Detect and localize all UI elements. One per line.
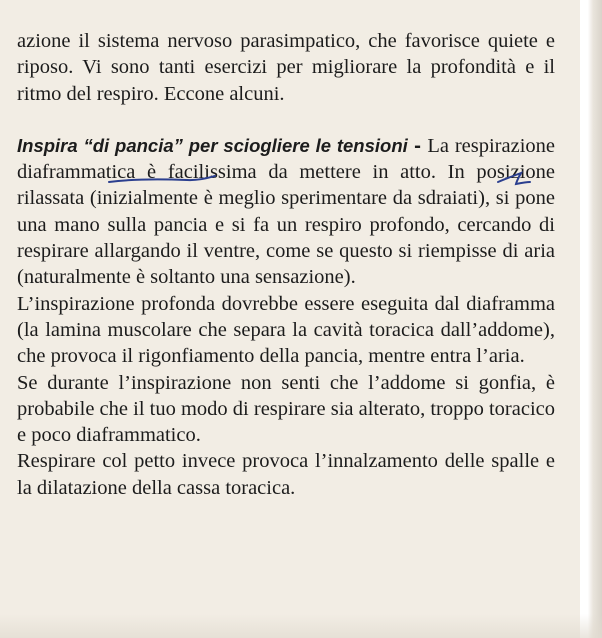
section-heading: Inspira “di pancia” per sciogliere le tensioni — [17, 134, 408, 156]
page-edge — [580, 0, 602, 638]
section-body-text: La respirazione diaframmatica è facilissima da mettere in atto. In posizione rilassata (inizialmente è meglio sperimentare da sdraiati), si pone una mano sulla pancia e si fa un respiro profondo, cercando di respirare allargando il ventre, come se questo si riempisse di aria (naturalmente è soltanto una sensazione). — [17, 134, 556, 289]
paragraph-abdomen: Se durante l’inspirazione non senti che l’addome si gonfia, è probabile che il tuo modo di respirare sia alterato, troppo toracico e poco diaframmatico. — [17, 371, 555, 447]
paragraph-chest: Respirare col petto invece provoca l’innalzamento delle spalle e la dilatazione della cassa toracica. — [17, 450, 555, 499]
paragraph-inspiration: L’inspirazione profonda dovrebbe essere eseguita dal diaframma (la lamina muscolare che separa la cavità toracica dall’addome), che provoca il rigonfiamento della pancia, mentre entra l’aria. — [17, 292, 555, 368]
heading-separator: - — [407, 133, 428, 157]
page-text — [17, 28, 555, 501]
lead-paragraph: azione il sistema nervoso parasimpatico, che favorisce quiete e riposo. Vi sono tanti esercizi per migliorare la profondità e il ritmo del respiro. Eccone alcuni. — [17, 30, 555, 105]
section-first-paragraph — [17, 133, 555, 291]
page-bottom-shade — [0, 614, 602, 638]
